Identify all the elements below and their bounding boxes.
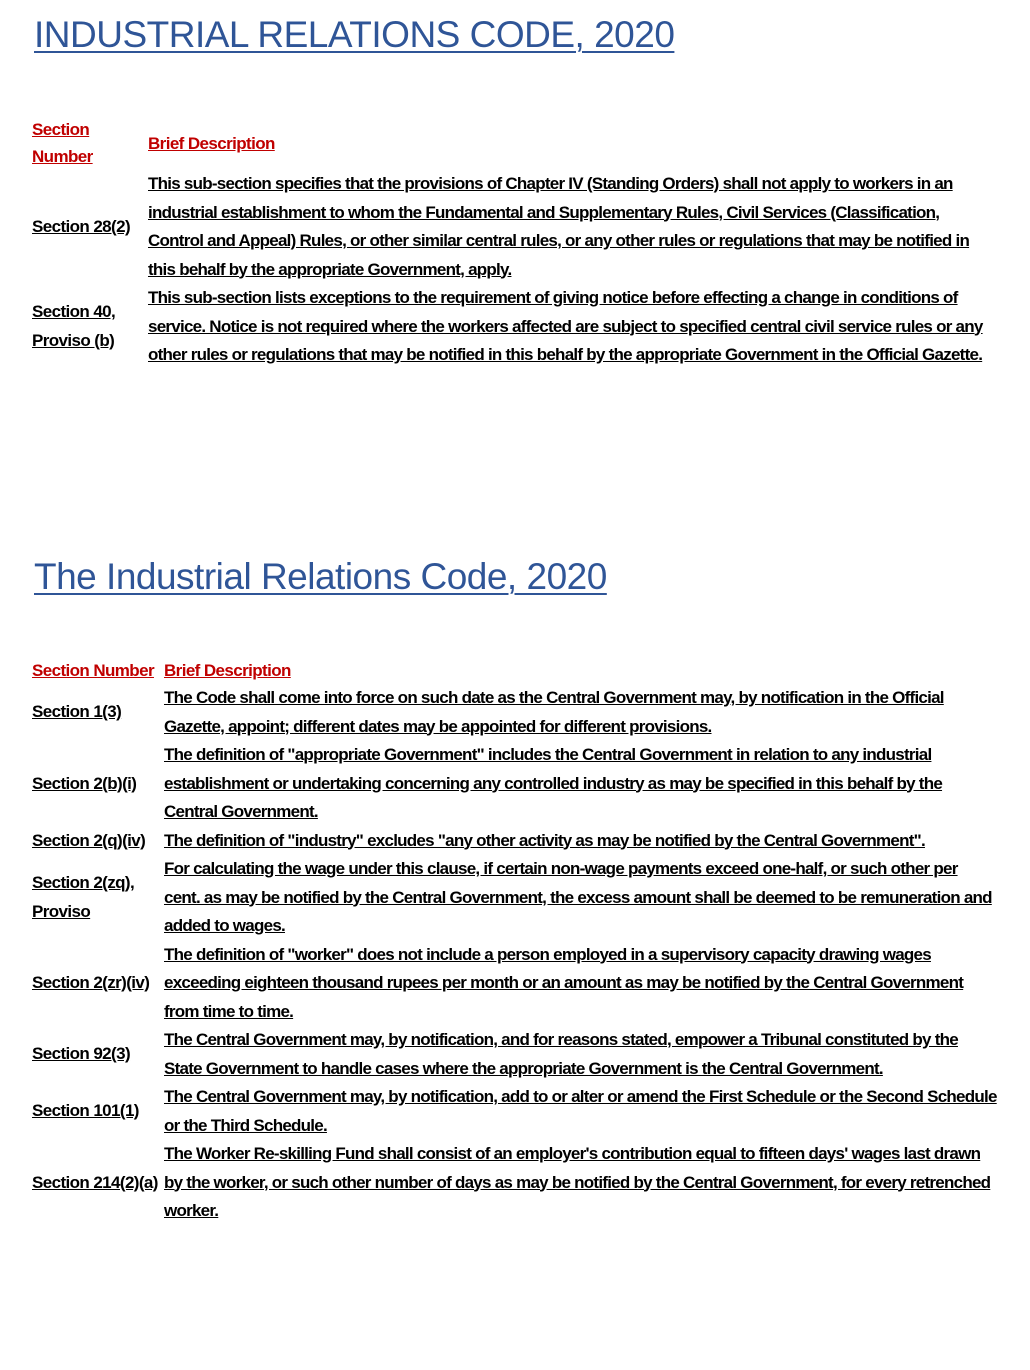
description-cell[interactable]: The Code shall come into force on such date as the Central Government may, by notification in the Official Gazette, appoint; different dates may be appointed for different provisions. [164, 688, 944, 736]
document-title-2[interactable]: The Industrial Relations Code, 2020 [34, 556, 607, 597]
table-row [32, 941, 997, 1027]
table-row [32, 284, 992, 370]
section-number-cell[interactable]: Section 40, Proviso (b) [32, 302, 116, 350]
section-number-cell[interactable]: Section 2(zq), Proviso [32, 873, 135, 921]
table-row [32, 741, 997, 827]
table-row [32, 1026, 997, 1083]
table-header-row [32, 116, 992, 170]
section-number-cell[interactable]: Section 2(q)(iv) [32, 830, 146, 850]
description-cell[interactable]: The definition of "appropriate Government" includes the Central Government in relation to any industrial establishment or undertaking concerning any controlled industry as may be specified in this behalf by the Central Government. [164, 745, 943, 821]
description-cell[interactable]: The definition of "worker" does not include a person employed in a supervisory capacity drawing wages exceeding eighteen thousand rupees per month or an amount as may be notified by the Central Government from time to time. [164, 944, 964, 1021]
description-cell[interactable]: This sub-section specifies that the provisions of Chapter IV (Standing Orders) shall not apply to workers in an industrial establishment to whom the Fundamental and Supplementary Rules, Civil Services (Classification, Control and Appeal) Rules, or other similar central rules, or any other rules or regulations that may be notified in this behalf by the appropriate Government, apply. [148, 174, 970, 279]
header-section-number[interactable]: Section Number [32, 661, 154, 680]
description-cell[interactable]: The Central Government may, by notification, add to or alter or amend the First Schedule or the Second Schedule or the Third Schedule. [164, 1087, 997, 1135]
section-number-cell[interactable]: Section 101(1) [32, 1101, 139, 1121]
table-row [32, 855, 997, 941]
section-number-cell[interactable]: Section 2(b)(i) [32, 773, 137, 793]
description-cell[interactable]: This sub-section lists exceptions to the requirement of giving notice before effecting a change in conditions of service. Notice is not required where the workers affected are subject to specified central civil service rules or any other rules or regulations that may be notified in this behalf by the appropriate Government in the Official Gazette. [148, 288, 983, 364]
table-row [32, 1083, 997, 1140]
header-brief-description[interactable]: Brief Description [148, 133, 275, 153]
section-number-cell[interactable]: Section 1(3) [32, 702, 122, 722]
table-row [32, 1140, 997, 1226]
description-cell[interactable]: The definition of "industry" excludes "any other activity as may be notified by the Central Government". [164, 830, 925, 850]
table-row [32, 170, 992, 284]
header-brief-description[interactable]: Brief Description [164, 661, 291, 680]
sections-table-1 [32, 116, 992, 370]
table-row [32, 827, 997, 856]
section-number-cell[interactable]: Section 92(3) [32, 1044, 131, 1064]
sections-table-2 [32, 657, 997, 1226]
header-section-number[interactable]: Section Number [32, 120, 93, 166]
section-number-cell[interactable]: Section 2(zr)(iv) [32, 973, 150, 992]
table-header-row [32, 657, 997, 684]
table-row [32, 684, 997, 741]
document-title-1[interactable]: INDUSTRIAL RELATIONS CODE, 2020 [34, 14, 675, 55]
description-cell[interactable]: For calculating the wage under this clause, if certain non-wage payments exceed one-half, or such other per cent. as may be notified by the Central Government, the excess amount shall be deemed to be remuneration and added to wages. [164, 859, 992, 935]
description-cell[interactable]: The Worker Re-skilling Fund shall consist of an employer's contribution equal to fifteen days' wages last drawn by the worker, or such other number of days as may be notified by the Central Government, for every retrenched worker. [164, 1144, 991, 1220]
description-cell[interactable]: The Central Government may, by notification, and for reasons stated, empower a Tribunal constituted by the State Government to handle cases where the appropriate Government is the Central Government. [164, 1030, 958, 1078]
section-number-cell[interactable]: Section 28(2) [32, 216, 131, 236]
section-number-cell[interactable]: Section 214(2)(a) [32, 1172, 158, 1192]
